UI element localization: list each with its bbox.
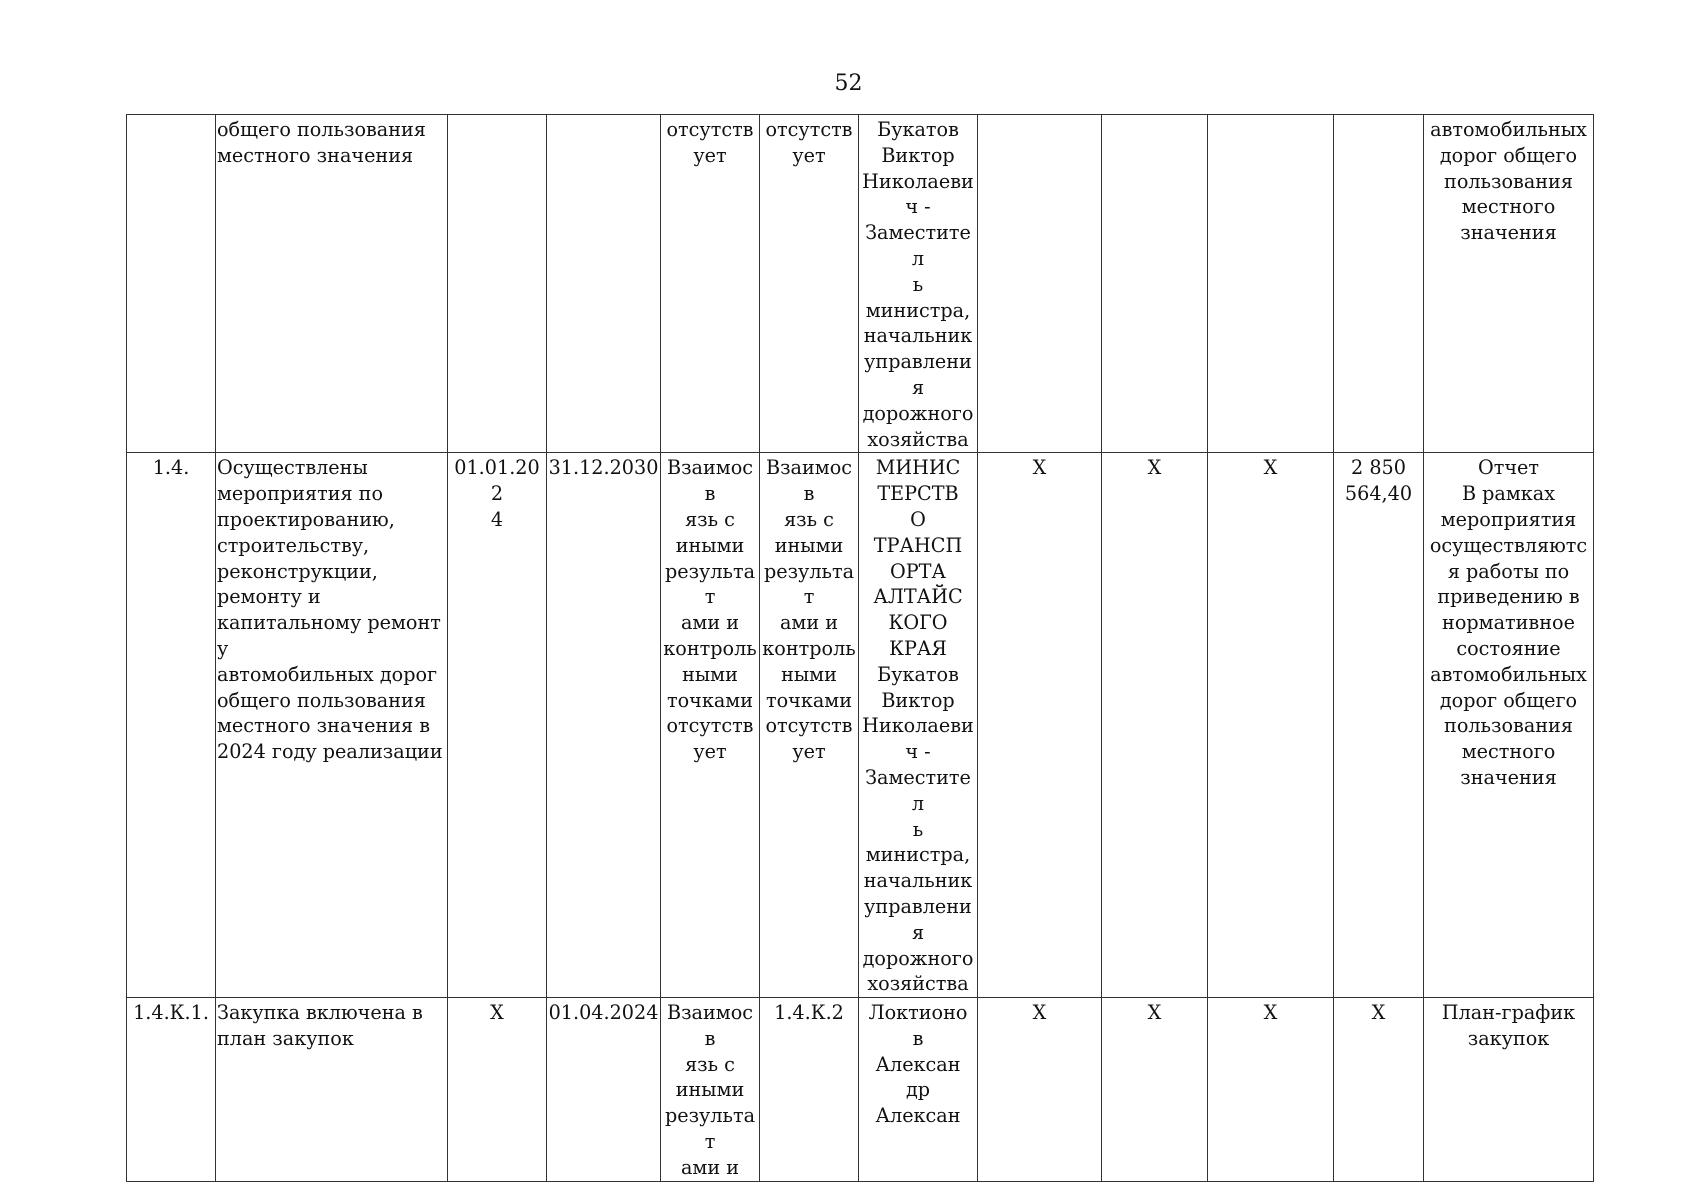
- cell-document: автомобильных дорог общего пользования местного значения: [1424, 115, 1594, 453]
- cell-link-next: 1.4.К.2: [760, 998, 859, 1182]
- cell-link-next: отсутств ует: [760, 115, 859, 453]
- cell-column-10: Х: [1208, 998, 1334, 1182]
- cell-amount: [1334, 115, 1424, 453]
- cell-start-date: 01.01.202 4: [448, 453, 547, 998]
- cell-link-previous: отсутств ует: [661, 115, 760, 453]
- cell-link-previous: Взаимосв язь с иными результат ами и контроль ными точками отсутств ует: [661, 453, 760, 998]
- table-row: [127, 453, 1594, 998]
- cell-responsible: МИНИС ТЕРСТВ О ТРАНСП ОРТА АЛТАЙС КОГО КРАЯ Букатов Виктор Николаеви ч - Заместител ь министра, начальник управлени я дорожного хозяйства: [859, 453, 978, 998]
- page-number: 52: [834, 71, 863, 96]
- cell-number: 1.4.К.1.: [127, 998, 216, 1182]
- cell-link-previous: Взаимосв язь с иными результат ами и: [661, 998, 760, 1182]
- table-row: [127, 115, 1594, 453]
- cell-column-9: Х: [1102, 453, 1208, 998]
- cell-end-date: [547, 115, 661, 453]
- cell-document: План-график закупок: [1424, 998, 1594, 1182]
- cell-link-next: Взаимосв язь с иными результат ами и контроль ными точками отсутств ует: [760, 453, 859, 998]
- cell-column-9: Х: [1102, 998, 1208, 1182]
- cell-end-date: 31.12.2030: [547, 453, 661, 998]
- cell-start-date: [448, 115, 547, 453]
- cell-end-date: 01.04.2024: [547, 998, 661, 1182]
- cell-column-10: [1208, 115, 1334, 453]
- cell-amount: 2 850 564,40: [1334, 453, 1424, 998]
- cell-document: Отчет В рамках мероприятия осуществляютс я работы по приведению в нормативное состояние автомобильных дорог общего пользования местного значения: [1424, 453, 1594, 998]
- cell-column-8: Х: [978, 998, 1102, 1182]
- cell-column-8: [978, 115, 1102, 453]
- cell-column-10: Х: [1208, 453, 1334, 998]
- cell-name: общего пользования местного значения: [216, 115, 448, 453]
- cell-amount: Х: [1334, 998, 1424, 1182]
- table-row: [127, 998, 1594, 1182]
- cell-name: Закупка включена в план закупок: [216, 998, 448, 1182]
- cell-number: [127, 115, 216, 453]
- plan-table: [126, 114, 1594, 1182]
- cell-column-8: Х: [978, 453, 1102, 998]
- cell-responsible: Локтионо в Алексан др Алексан: [859, 998, 978, 1182]
- cell-start-date: Х: [448, 998, 547, 1182]
- cell-column-9: [1102, 115, 1208, 453]
- cell-responsible: Букатов Виктор Николаеви ч - Заместител ь министра, начальник управлени я дорожного хозяйства: [859, 115, 978, 453]
- cell-number: 1.4.: [127, 453, 216, 998]
- cell-name: Осуществлены мероприятия по проектированию, строительству, реконструкции, ремонту и капитальному ремонту автомобильных дорог общего пользования местного значения в 2024 году реализации: [216, 453, 448, 998]
